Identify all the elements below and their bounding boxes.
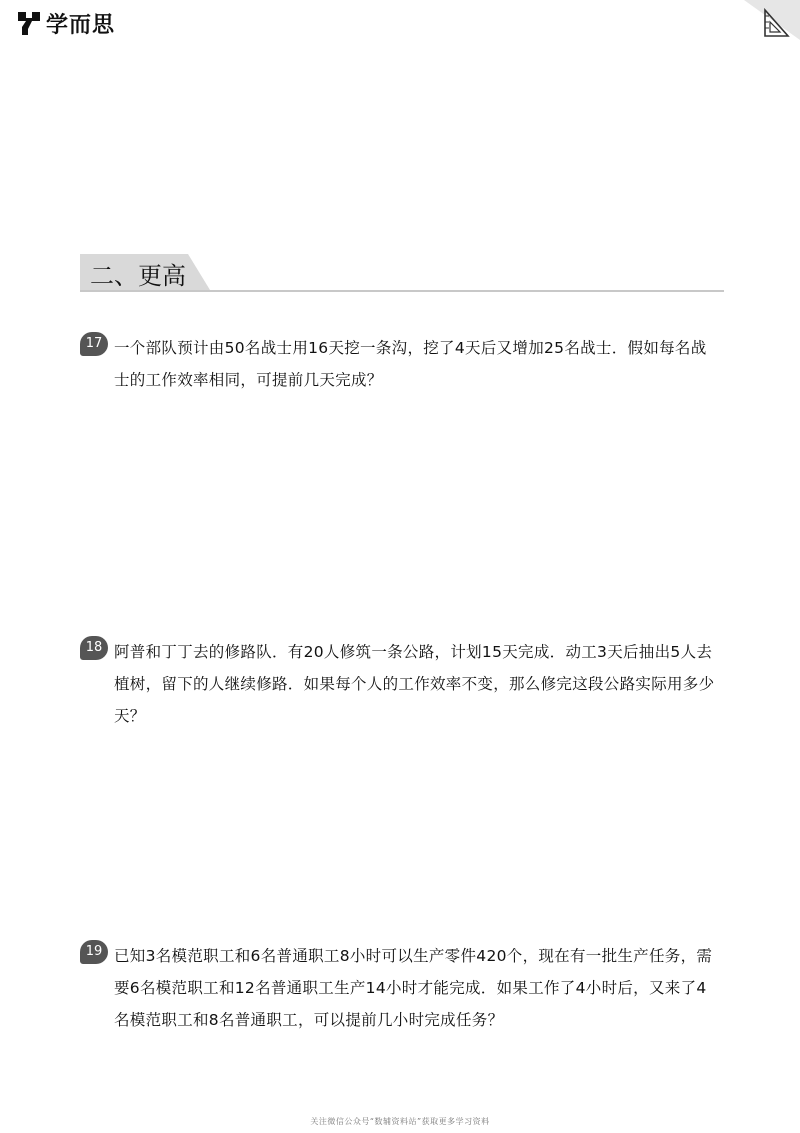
problem-number-badge: 17	[80, 332, 108, 356]
problem-19	[80, 940, 720, 1036]
xueersi-logo-icon	[16, 9, 42, 37]
problem-text: 已知3名模范职工和6名普通职工8小时可以生产零件420个，现在有一批生产任务，需要6名模范职工和12名普通职工生产14小时才能完成．如果工作了4小时后，又来了4名模范职工和8名普通职工，可以提前几小时完成任务？	[114, 947, 713, 1029]
logo-text: 学而思	[46, 12, 116, 38]
problem-text: 一个部队预计由50名战士用16天挖一条沟，挖了4天后又增加25名战士．假如每名战士的工作效率相同，可提前几天完成？	[114, 339, 707, 389]
section-header	[80, 254, 724, 292]
problem-number-badge: 18	[80, 636, 108, 660]
footer-note: 关注微信公众号“数辅资料站”获取更多学习资料	[310, 1117, 490, 1126]
problem-18	[80, 636, 720, 732]
ruler-triangle-icon	[762, 8, 790, 38]
logo	[16, 8, 115, 38]
section-divider	[80, 290, 724, 292]
problem-17	[80, 332, 720, 396]
problem-text: 阿普和丁丁去的修路队．有20人修筑一条公路，计划15天完成．动工3天后抽出5人去植树，留下的人继续修路．如果每个人的工作效率不变，那么修完这段公路实际用多少天？	[114, 643, 715, 725]
section-title: 二、更高	[90, 262, 186, 290]
problem-number-badge: 19	[80, 940, 108, 964]
